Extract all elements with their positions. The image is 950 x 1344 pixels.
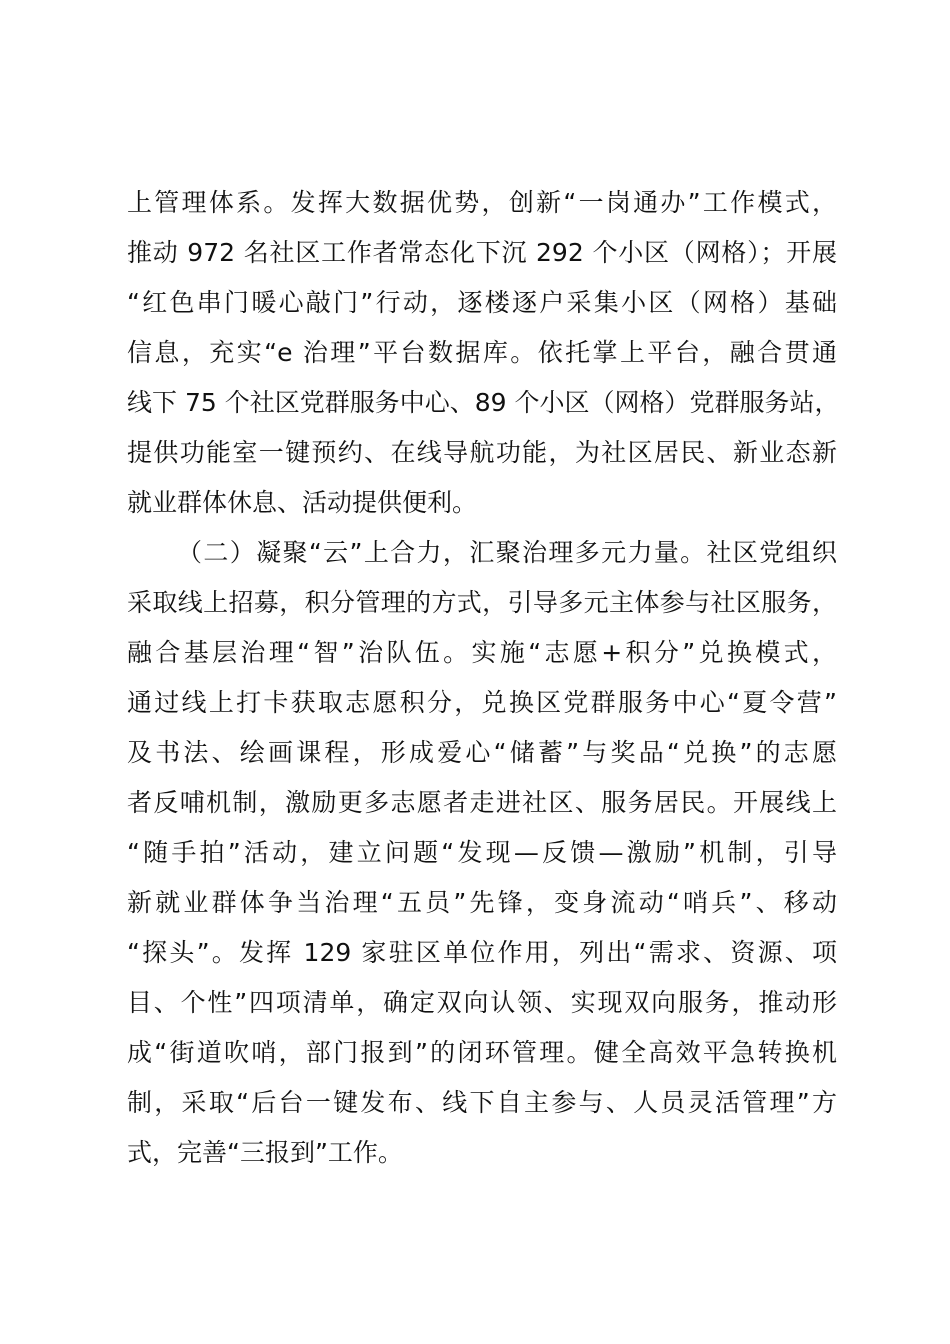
text-line: 通过线上打卡获取志愿积分，兑换区党群服务中心“夏令营”	[127, 688, 837, 717]
text-line: “红色串门暖心敲门”行动，逐楼逐户采集小区（网格）基础	[127, 288, 837, 317]
paragraph-1	[127, 178, 840, 528]
text-line: 式，完善“三报到”工作。	[127, 1138, 403, 1167]
text-line: “随手拍”活动，建立问题“发现—反馈—激励”机制，引导	[127, 838, 837, 867]
text-line: 新就业群体争当治理“五员”先锋，变身流动“哨兵”、移动	[127, 888, 837, 917]
text-line: 上管理体系。发挥大数据优势，创新“一岗通办”工作模式，	[127, 188, 837, 217]
text-line: 推动 972 名社区工作者常态化下沉 292 个小区（网格）；开展	[127, 238, 837, 267]
text-line: 采取线上招募，积分管理的方式，引导多元主体参与社区服务，	[127, 588, 837, 617]
text-line: 及书法、绘画课程，形成爱心“储蓄”与奖品“兑换”的志愿	[127, 738, 837, 767]
text-line: 者反哺机制，激励更多志愿者走进社区、服务居民。开展线上	[127, 788, 837, 817]
text-line: 线下 75 个社区党群服务中心、89 个小区（网格）党群服务站，	[127, 388, 840, 417]
paragraph-2	[127, 528, 837, 1178]
document-body	[127, 178, 840, 1178]
text-line: 融合基层治理“智”治队伍。实施“志愿+积分”兑换模式，	[127, 638, 837, 667]
text-line: 提供功能室一键预约、在线导航功能，为社区居民、新业态新	[127, 438, 837, 467]
text-line: 就业群体休息、活动提供便利。	[127, 488, 478, 517]
text-line: 目、个性”四项清单，确定双向认领、实现双向服务，推动形	[127, 988, 837, 1017]
text-line: 制，采取“后台一键发布、线下自主参与、人员灵活管理”方	[127, 1088, 837, 1117]
text-line: 成“街道吹哨，部门报到”的闭环管理。健全高效平急转换机	[127, 1038, 837, 1067]
text-line-indented: （二）凝聚“云”上合力，汇聚治理多元力量。社区党组织	[177, 538, 837, 567]
text-line: 信息，充实“e 治理”平台数据库。依托掌上平台，融合贯通	[127, 338, 837, 367]
text-line: “探头”。发挥 129 家驻区单位作用，列出“需求、资源、项	[127, 938, 837, 967]
